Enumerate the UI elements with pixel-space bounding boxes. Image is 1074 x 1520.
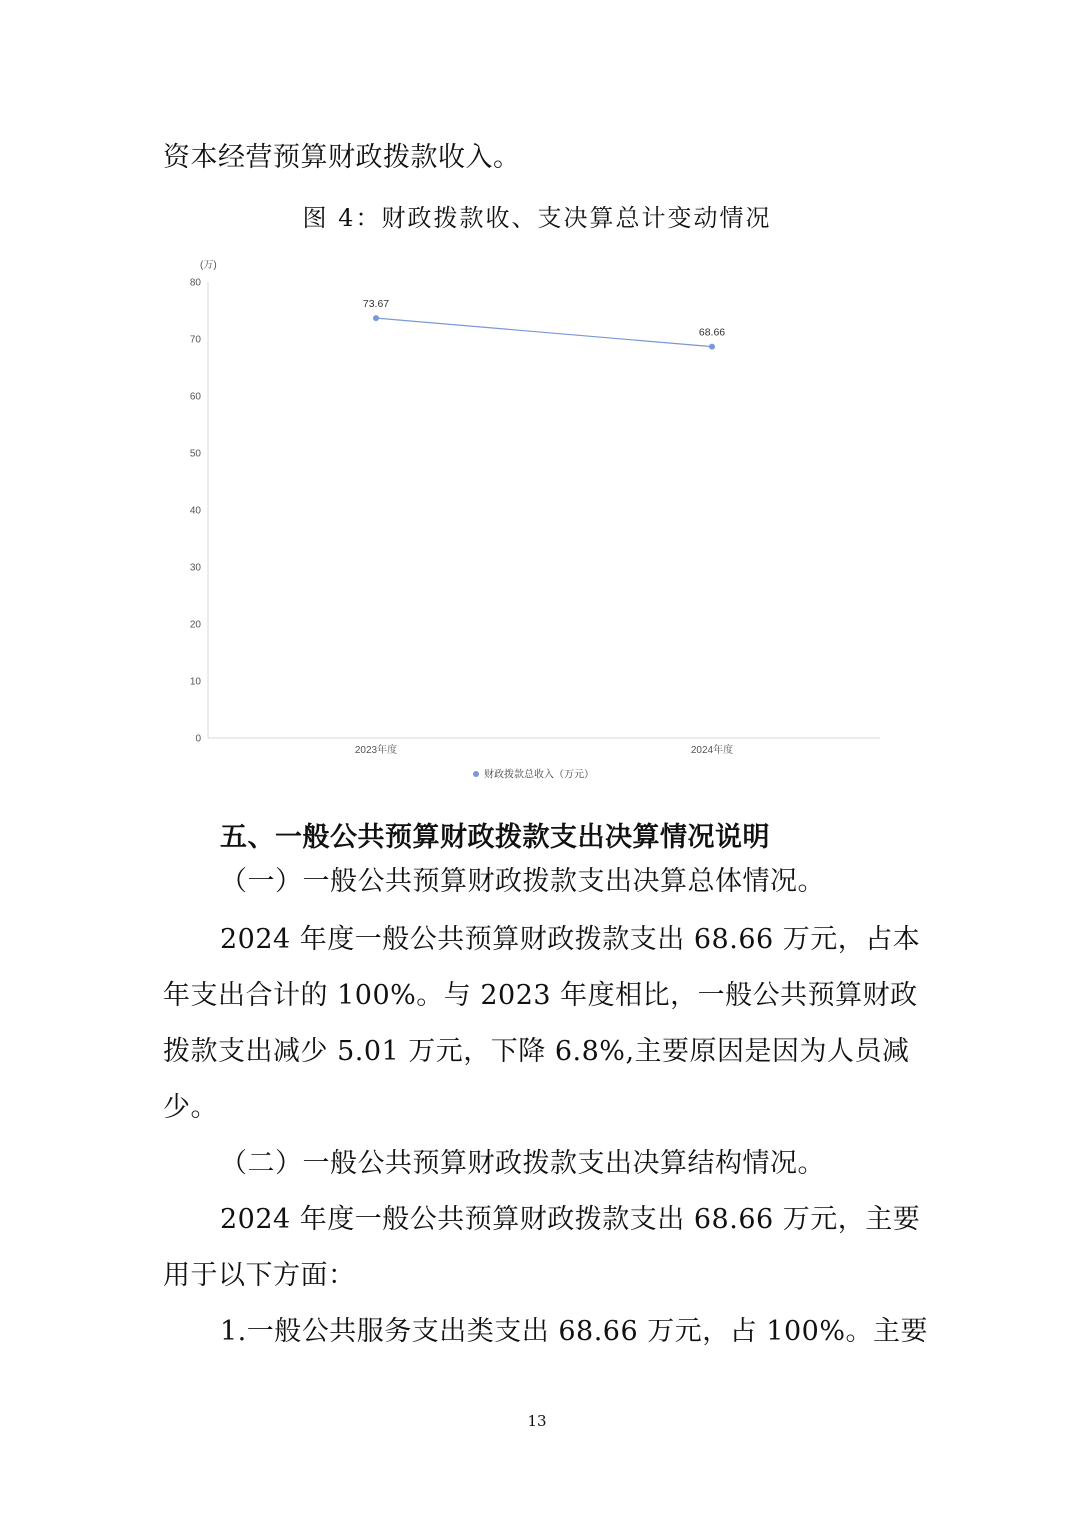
data-label: 73.67 — [362, 298, 390, 311]
y-axis-unit-label: (万) — [200, 260, 217, 271]
chart-legend — [473, 768, 594, 781]
paragraph-1-line-3: 拨款支出减少 5.01 万元，下降 6.8%,主要原因是因为人员减 — [163, 1036, 910, 1067]
y-tick-label: 70 — [189, 334, 201, 346]
item-1-line: 1.一般公共服务支出类支出 68.66 万元，占 100%。主要 — [220, 1316, 928, 1347]
legend-label: 财政拨款总收入（万元） — [484, 769, 594, 781]
page-number: 13 — [527, 1412, 547, 1430]
paragraph-2-line-2: 用于以下方面： — [163, 1260, 356, 1291]
data-point — [373, 315, 379, 321]
y-tick-label: 10 — [189, 676, 201, 688]
y-tick-label: 30 — [189, 562, 201, 574]
section-5-heading: 五、一般公共预算财政拨款支出决算情况说明 — [220, 822, 770, 853]
x-tick-label: 2023年度 — [354, 745, 398, 756]
y-tick-label: 80 — [189, 277, 201, 289]
paragraph-1-line-4: 少。 — [163, 1092, 218, 1123]
legend-marker — [473, 771, 479, 777]
y-tick-label: 20 — [189, 619, 201, 631]
figure-caption: 图 4：财政拨款收、支决算总计变动情况 — [302, 204, 772, 232]
y-tick-label: 0 — [195, 733, 201, 745]
x-tick-label: 2024年度 — [690, 745, 734, 756]
chart-series — [363, 298, 725, 350]
paragraph-1-line-2: 年支出合计的 100%。与 2023 年度相比，一般公共预算财政 — [163, 980, 918, 1011]
data-point — [709, 344, 715, 350]
subheading-2: （二）一般公共预算财政拨款支出决算结构情况。 — [220, 1148, 825, 1179]
subheading-1: （一）一般公共预算财政拨款支出决算总体情况。 — [220, 866, 825, 897]
chart-axes — [190, 259, 880, 756]
y-tick-label: 50 — [189, 448, 201, 460]
y-tick-label: 60 — [189, 391, 201, 403]
intro-line: 资本经营预算财政拨款收入。 — [163, 142, 521, 173]
data-label: 68.66 — [698, 326, 726, 339]
paragraph-1-line-1: 2024 年度一般公共预算财政拨款支出 68.66 万元，占本 — [220, 924, 921, 955]
paragraph-2-line-1: 2024 年度一般公共预算财政拨款支出 68.66 万元，主要 — [220, 1204, 921, 1235]
y-tick-label: 40 — [189, 505, 201, 517]
series-line — [376, 318, 712, 347]
